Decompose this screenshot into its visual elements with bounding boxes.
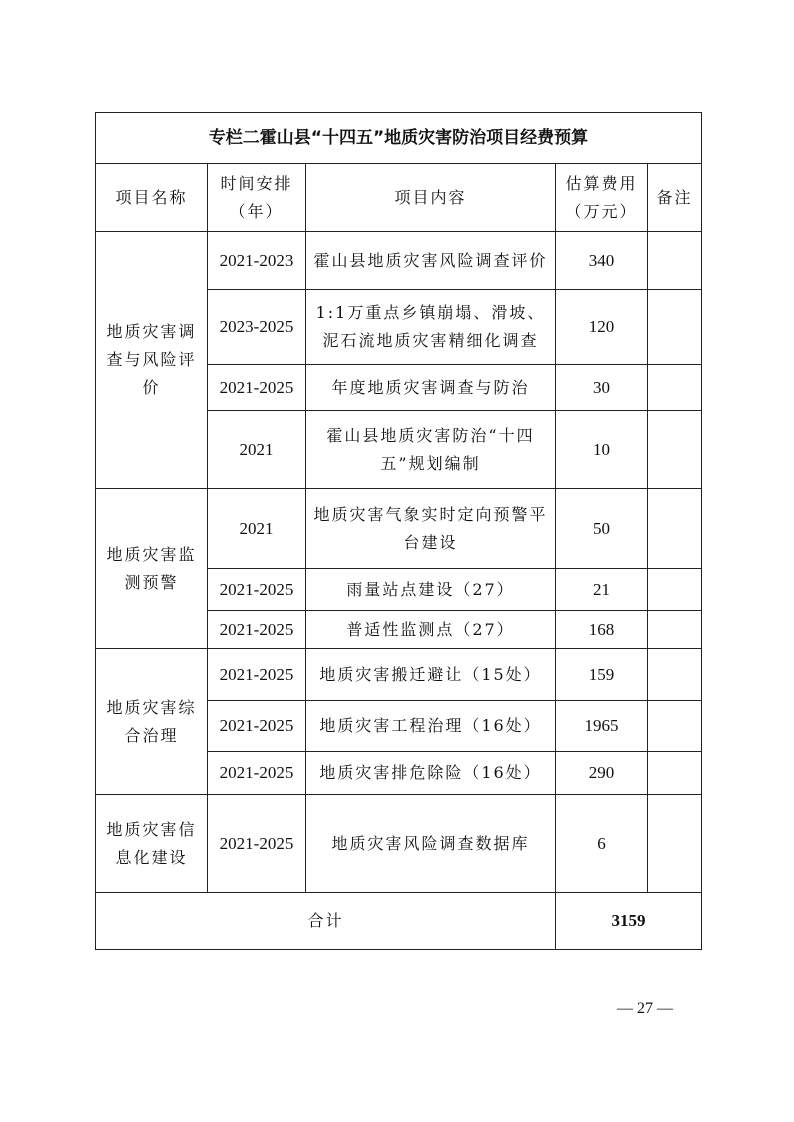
cost-cell: 50: [556, 489, 648, 569]
table-row: [96, 649, 702, 701]
time-cell: 2021-2023: [208, 232, 306, 290]
time-cell: 2021-2025: [208, 611, 306, 649]
content-cell: 年度地质灾害调查与防治: [306, 365, 556, 411]
header-row: [96, 164, 702, 232]
header-content: 项目内容: [306, 164, 556, 232]
cost-cell: 120: [556, 290, 648, 365]
note-cell: [648, 290, 702, 365]
category-cell: 地质灾害监测预警: [96, 489, 208, 649]
time-cell: 2021: [208, 411, 306, 489]
note-cell: [648, 611, 702, 649]
note-cell: [648, 569, 702, 611]
total-row: [96, 893, 702, 950]
time-cell: 2021-2025: [208, 795, 306, 893]
cost-cell: 6: [556, 795, 648, 893]
note-cell: [648, 489, 702, 569]
total-label: 合计: [96, 893, 556, 950]
category-cell: 地质灾害调查与风险评价: [96, 232, 208, 489]
content-cell: 地质灾害风险调查数据库: [306, 795, 556, 893]
cost-cell: 30: [556, 365, 648, 411]
header-project-name: 项目名称: [96, 164, 208, 232]
page-number: — 27 —: [617, 1000, 673, 1017]
time-cell: 2021-2025: [208, 365, 306, 411]
cost-cell: 168: [556, 611, 648, 649]
table-row: [96, 795, 702, 893]
content-cell: 雨量站点建设（27）: [306, 569, 556, 611]
time-cell: 2021-2025: [208, 569, 306, 611]
content-cell: 1:1万重点乡镇崩塌、滑坡、泥石流地质灾害精细化调查: [306, 290, 556, 365]
cost-cell: 290: [556, 752, 648, 795]
note-cell: [648, 411, 702, 489]
time-cell: 2021: [208, 489, 306, 569]
note-cell: [648, 701, 702, 752]
note-cell: [648, 232, 702, 290]
cost-cell: 1965: [556, 701, 648, 752]
header-cost: 估算费用（万元）: [556, 164, 648, 232]
content-cell: 地质灾害排危除险（16处）: [306, 752, 556, 795]
total-value: 3159: [556, 893, 702, 950]
cost-cell: 10: [556, 411, 648, 489]
category-cell: 地质灾害信息化建设: [96, 795, 208, 893]
table-row: [96, 232, 702, 290]
table-title: 专栏二霍山县“十四五”地质灾害防治项目经费预算: [96, 113, 702, 164]
time-cell: 2023-2025: [208, 290, 306, 365]
content-cell: 普适性监测点（27）: [306, 611, 556, 649]
header-note: 备注: [648, 164, 702, 232]
cost-cell: 340: [556, 232, 648, 290]
note-cell: [648, 752, 702, 795]
note-cell: [648, 649, 702, 701]
content-cell: 霍山县地质灾害风险调查评价: [306, 232, 556, 290]
note-cell: [648, 365, 702, 411]
header-time: 时间安排（年）: [208, 164, 306, 232]
note-cell: [648, 795, 702, 893]
cost-cell: 21: [556, 569, 648, 611]
category-cell: 地质灾害综合治理: [96, 649, 208, 795]
content-cell: 地质灾害气象实时定向预警平台建设: [306, 489, 556, 569]
content-cell: 地质灾害搬迁避让（15处）: [306, 649, 556, 701]
cost-cell: 159: [556, 649, 648, 701]
budget-table: [95, 112, 702, 950]
table-row: [96, 489, 702, 569]
time-cell: 2021-2025: [208, 752, 306, 795]
time-cell: 2021-2025: [208, 701, 306, 752]
time-cell: 2021-2025: [208, 649, 306, 701]
content-cell: 霍山县地质灾害防治“十四五”规划编制: [306, 411, 556, 489]
content-cell: 地质灾害工程治理（16处）: [306, 701, 556, 752]
